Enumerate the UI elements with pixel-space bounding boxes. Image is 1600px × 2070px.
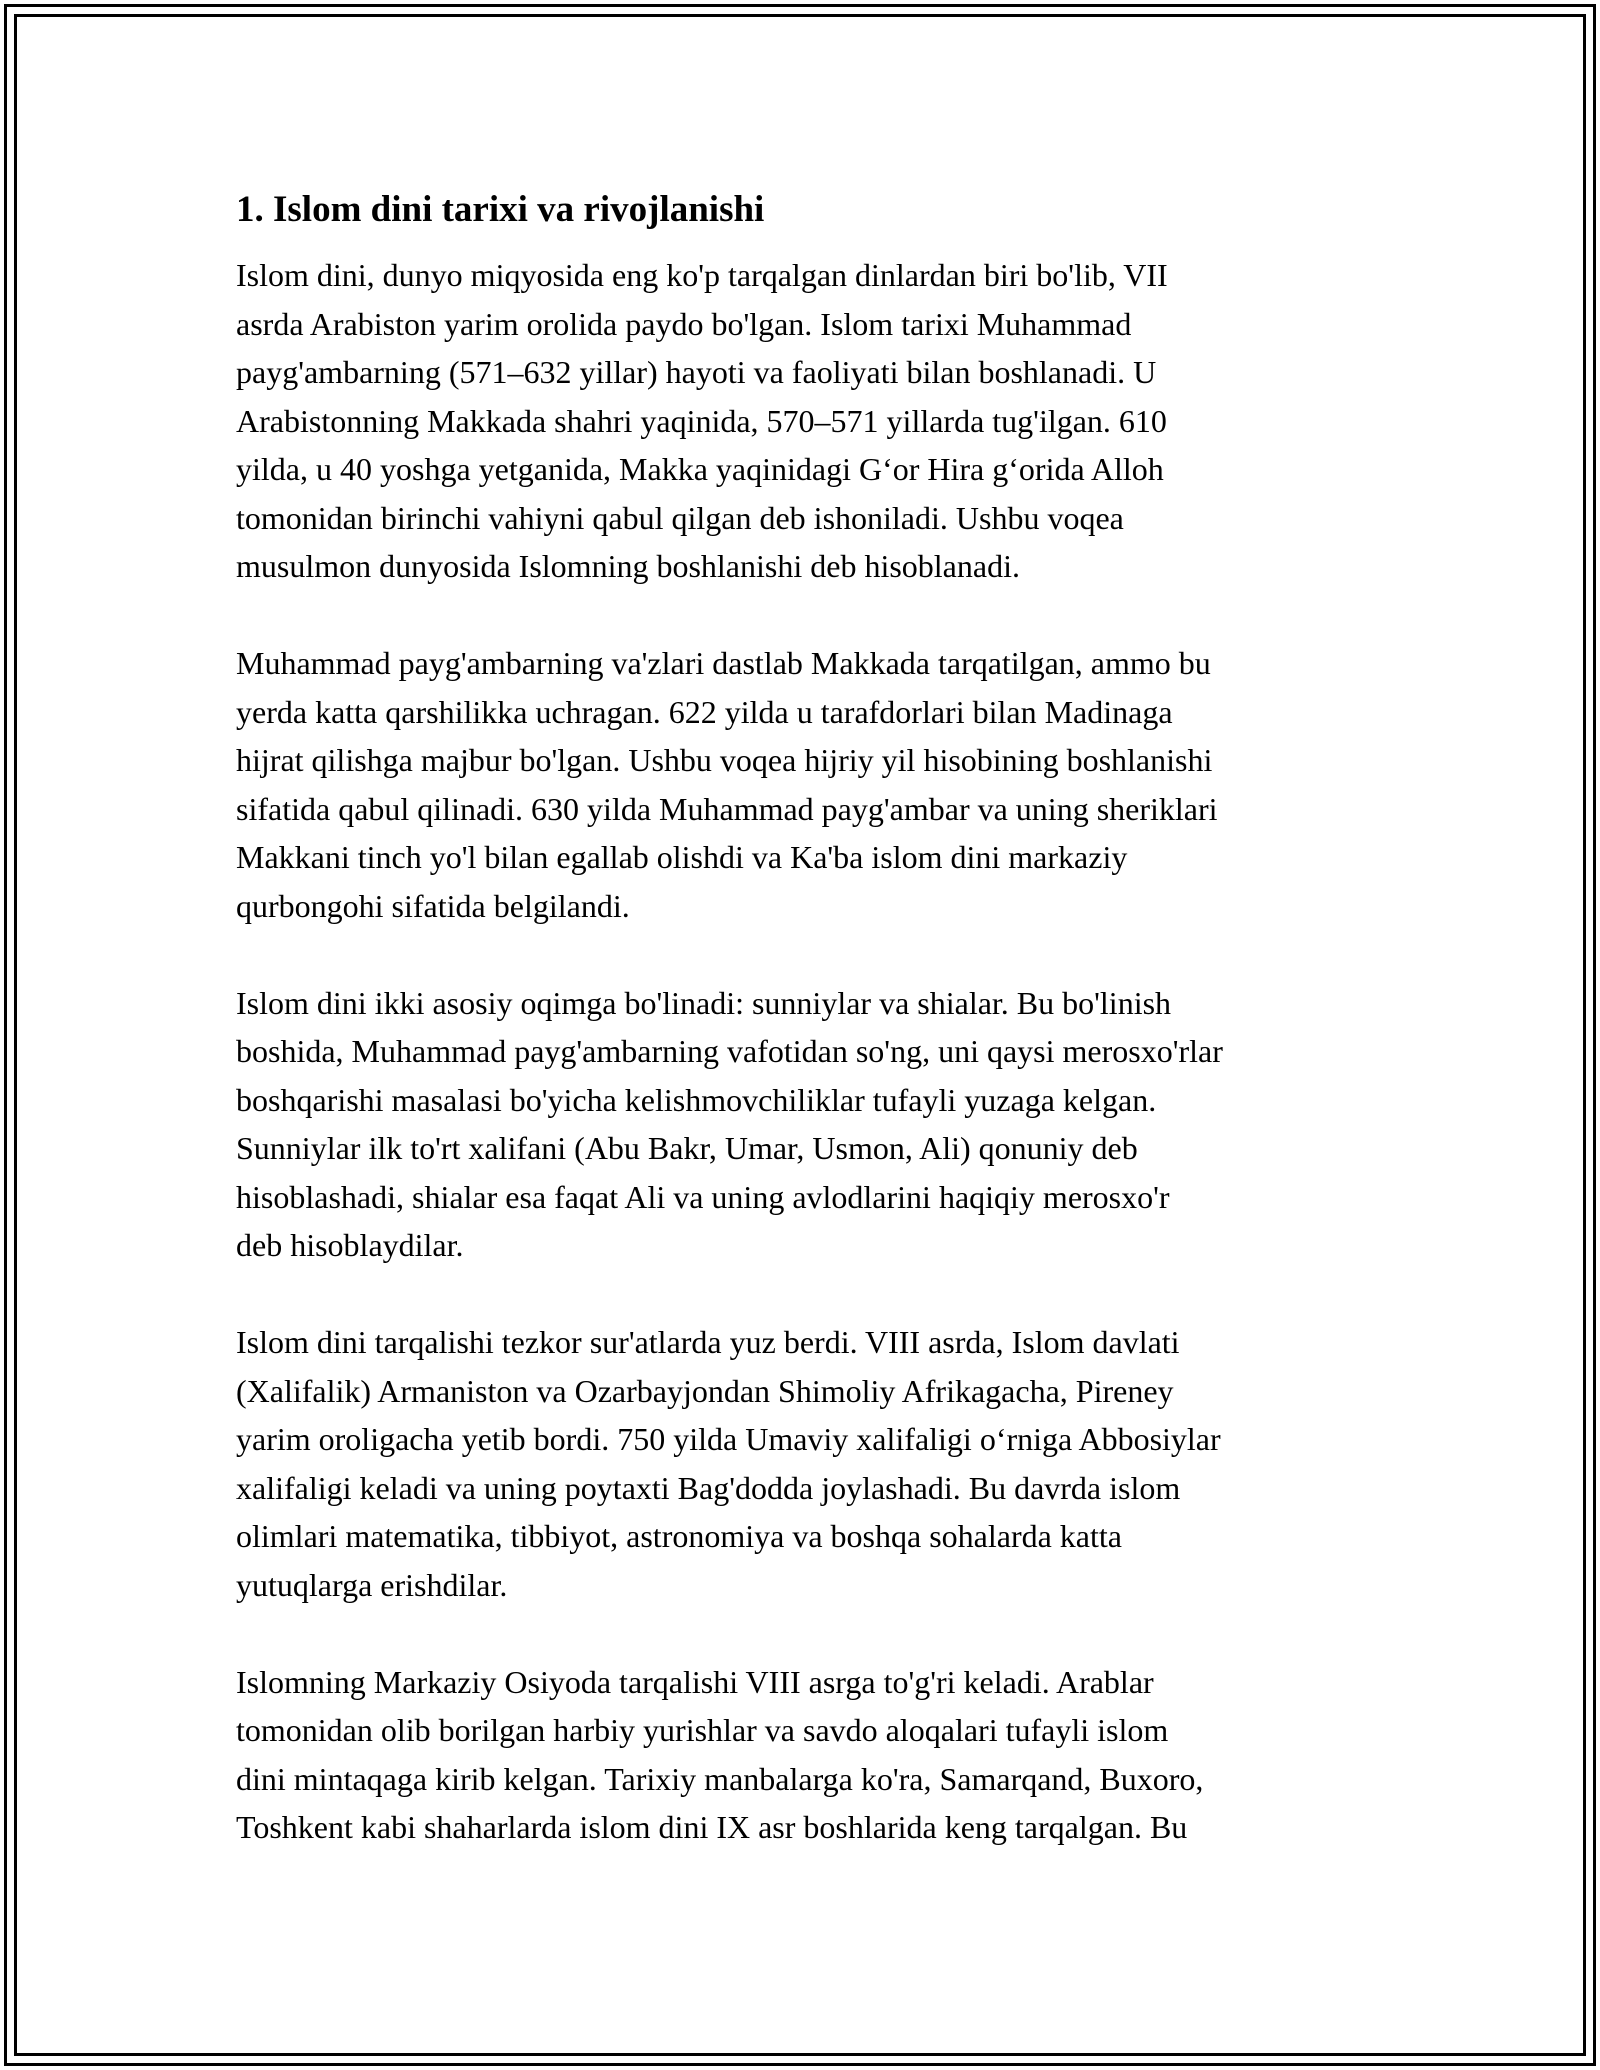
paragraph-line: Makkani tinch yo'l bilan egallab olishdi va Ka'ba islom dini markaziy xyxy=(236,839,1128,875)
paragraph-line: hisoblashadi, shialar esa faqat Ali va uning avlodlarini haqiqiy merosxo'r xyxy=(236,1178,1170,1215)
paragraph-line: qurbongohi sifatida belgilandi. xyxy=(236,887,630,924)
body-paragraph xyxy=(236,1318,1376,1609)
paragraph-line: asrda Arabiston yarim orolida paydo bo'lgan. Islom tarixi Muhammad xyxy=(236,305,1132,342)
paragraph-line: yilda, u 40 yoshga yetganida, Makka yaqinidagi G‘or Hira g‘orida Alloh xyxy=(236,451,1164,487)
paragraph-line: yerda katta qarshilikka uchragan. 622 yilda u tarafdorlari bilan Madinaga xyxy=(236,693,1173,730)
paragraph-line: Islom dini, dunyo miqyosida eng ko'p tarqalgan dinlardan biri bo'lib, VII xyxy=(236,257,1168,293)
paragraph-line: Arabistonning Makkada shahri yaqinida, 570–571 yillarda tug'ilgan. 610 xyxy=(236,402,1167,439)
body-paragraph xyxy=(236,251,1376,591)
paragraph-line: Islom dini tarqalishi tezkor sur'atlarda yuz berdi. VIII asrda, Islom davlati xyxy=(236,1324,1180,1360)
paragraph-line: tomonidan birinchi vahiyni qabul qilgan deb ishoniladi. Ushbu voqea xyxy=(236,499,1124,536)
paragraph-line: sifatida qabul qilinadi. 630 yilda Muhammad payg'ambar va uning sheriklari xyxy=(236,790,1218,827)
paragraph-line: xalifaligi keladi va uning poytaxti Bag'dodda joylashadi. Bu davrda islom xyxy=(236,1469,1181,1506)
paragraph-line: boshida, Muhammad payg'ambarning vafotidan so'ng, uni qaysi merosxo'rlar xyxy=(236,1033,1223,1069)
section-heading: 1. Islom dini tarixi va rivojlanishi xyxy=(236,189,765,230)
paragraph-container xyxy=(236,251,1376,1852)
paragraph-line: olimlari matematika, tibbiyot, astronomiya va boshqa sohalarda katta xyxy=(236,1518,1122,1554)
paragraph-line: tomonidan olib borilgan harbiy yurishlar va savdo aloqalari tufayli islom xyxy=(236,1712,1169,1748)
paragraph-line: (Xalifalik) Armaniston va Ozarbayjondan Shimoliy Afrikagacha, Pireney xyxy=(236,1372,1174,1409)
body-paragraph xyxy=(236,979,1376,1270)
document-body xyxy=(236,186,1376,1900)
paragraph-line: hijrat qilishga majbur bo'lgan. Ushbu voqea hijriy yil hisobining boshlanishi xyxy=(236,742,1213,778)
paragraph-line: yarim oroligacha yetib bordi. 750 yilda Umaviy xalifaligi o‘rniga Abbosiylar xyxy=(236,1421,1221,1457)
body-paragraph xyxy=(236,639,1376,930)
paragraph-line: Sunniylar ilk to'rt xalifani (Abu Bakr, Umar, Usmon, Ali) qonuniy deb xyxy=(236,1130,1138,1166)
paragraph-line: Islomning Markaziy Osiyoda tarqalishi VIII asrga to'g'ri keladi. Arablar xyxy=(236,1663,1154,1700)
paragraph-line: Toshkent kabi shaharlarda islom dini IX asr boshlarida keng tarqalgan. Bu xyxy=(236,1809,1188,1845)
paragraph-line: dini mintaqaga kirib kelgan. Tarixiy manbalarga ko'ra, Samarqand, Buxoro, xyxy=(236,1760,1204,1797)
body-paragraph xyxy=(236,1658,1376,1852)
paragraph-line: Islom dini ikki asosiy oqimga bo'linadi: sunniylar va shialar. Bu bo'linish xyxy=(236,984,1172,1021)
paragraph-line: Muhammad payg'ambarning va'zlari dastlab Makkada tarqatilgan, ammo bu xyxy=(236,645,1211,681)
paragraph-line: musulmon dunyosida Islomning boshlanishi deb hisoblanadi. xyxy=(236,548,1020,584)
paragraph-line: deb hisoblaydilar. xyxy=(236,1227,464,1263)
paragraph-line: boshqarishi masalasi bo'yicha kelishmovchiliklar tufayli yuzaga kelgan. xyxy=(236,1081,1157,1118)
paragraph-line: yutuqlarga erishdilar. xyxy=(236,1566,508,1603)
paragraph-line: payg'ambarning (571–632 yillar) hayoti va faoliyati bilan boshlanadi. U xyxy=(236,354,1157,390)
